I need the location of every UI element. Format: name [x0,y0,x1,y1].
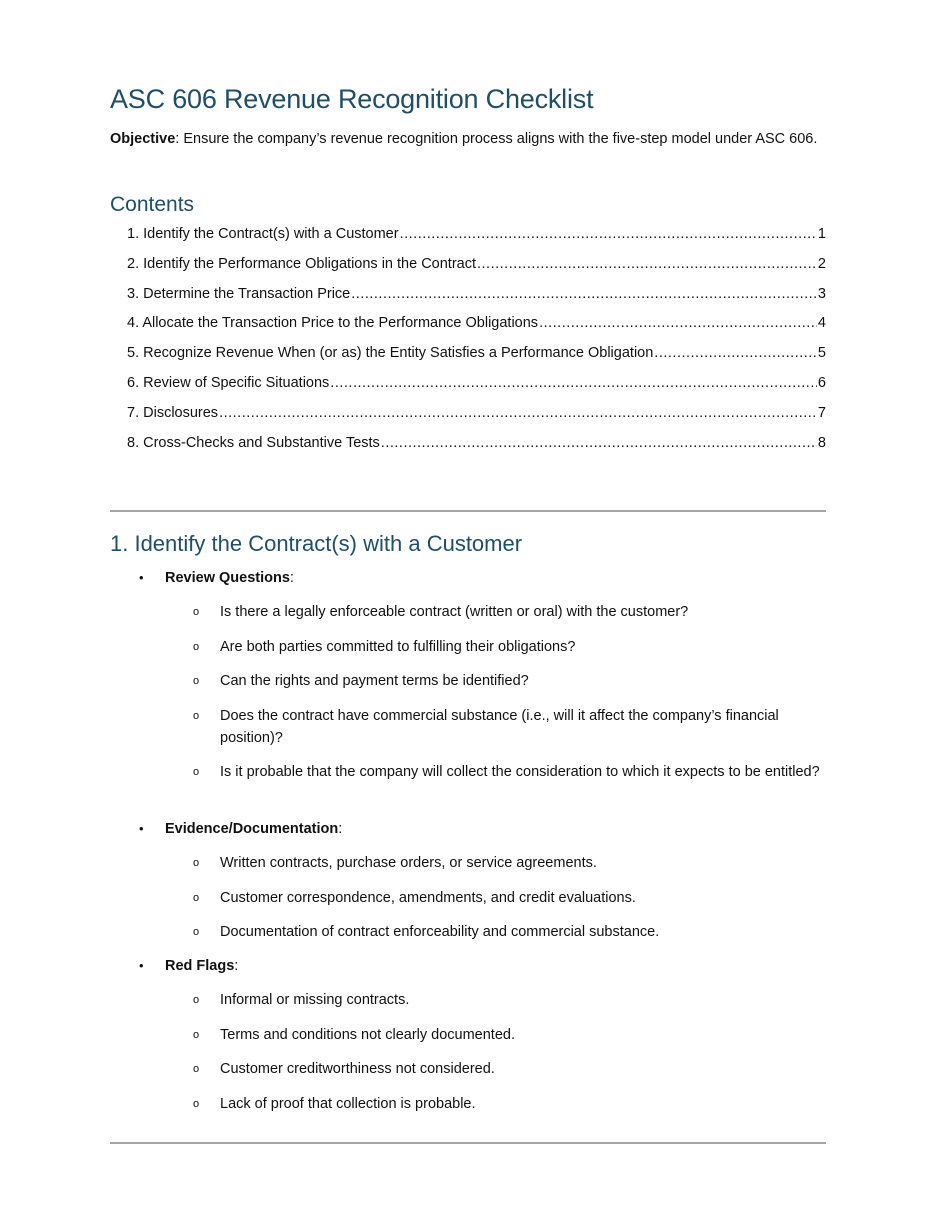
document-title: ASC 606 Revenue Recognition Checklist [110,84,594,114]
objective-text: : Ensure the company’s revenue recognition process aligns with the five-step model under ASC 606. [175,131,818,147]
section-heading: 1. Identify the Contract(s) with a Customer [110,531,523,556]
toc-item-4[interactable] [127,311,826,341]
toc-page-number: 6 [817,374,826,391]
circle-bullet-icon: o [193,1028,200,1041]
objective-paragraph [110,128,826,150]
list-item-text: Informal or missing contracts. [220,992,410,1009]
list-item-text: Documentation of contract enforceability and commercial substance. [220,924,660,941]
checklist-items [110,852,826,943]
checklist-group-evidence [110,818,826,943]
list-item [110,1093,826,1115]
list-item [110,852,826,874]
group-label: • Review Questions: [110,567,826,589]
toc-leader [477,252,817,276]
circle-bullet-icon: o [193,857,200,870]
toc-item-text: 1. Identify the Contract(s) with a Customer [127,226,399,242]
circle-bullet-icon: o [193,709,200,722]
checklist-group-red-flags [110,955,826,1115]
toc-page-number: 8 [817,434,826,451]
toc-item-text: 3. Determine the Transaction Price [127,285,351,302]
toc-item-text: 5. Recognize Revenue When (or as) the Entity Satisfies a Performance Obligation [127,345,654,362]
bullet-icon: • [139,821,144,836]
toc-item-text: 7. Disclosures [127,404,219,421]
list-item-text: Written contracts, purchase orders, or service agreements. [220,855,597,872]
list-item [110,761,826,783]
toc-item-7[interactable] [127,401,826,431]
objective-label: Objective [110,131,176,147]
toc-item-1[interactable] [127,222,826,252]
circle-bullet-icon: o [193,1097,200,1110]
list-item [110,705,826,749]
bullet-icon: • [139,570,144,585]
contents-heading: Contents [110,193,195,216]
toc-item-2[interactable] [127,252,826,282]
list-item-text: Is there a legally enforceable contract (written or oral) with the customer? [220,604,689,621]
toc-page-number: 2 [817,255,826,272]
group-label: • Evidence/Documentation: [110,818,826,840]
checklist-group-review-questions [110,567,826,783]
toc-leader [400,222,817,246]
checklist-items [110,601,826,783]
group-label-text: Review Questions [165,570,290,586]
list-item-text: Can the rights and payment terms be identified? [220,673,529,690]
circle-bullet-icon: o [193,675,200,688]
toc-item-text: 4. Allocate the Transaction Price to the Performance Obligations [127,315,539,332]
toc-page-number: 5 [817,345,826,362]
list-item [110,887,826,909]
list-item-text: Customer creditworthiness not considered. [220,1061,495,1078]
toc-page-number: 3 [817,285,826,302]
list-item-text: Is it probable that the company will collect the consideration to which it expects to be entitled? [220,763,820,780]
list-item [110,670,826,692]
circle-bullet-icon: o [193,1063,200,1076]
circle-bullet-icon: o [193,994,200,1007]
toc-leader [539,311,817,335]
list-item-text: Customer correspondence, amendments, and credit evaluations. [220,889,636,906]
list-item-text: Are both parties committed to fulfilling their obligations? [220,638,576,655]
list-item [110,636,826,658]
toc-item-3[interactable] [127,282,826,312]
toc-item-text: 8. Cross-Checks and Substantive Tests [127,434,380,451]
circle-bullet-icon: o [193,606,200,619]
group-label-text: Evidence/Documentation [165,821,339,837]
list-item [110,921,826,943]
toc-leader [330,371,817,395]
circle-bullet-icon: o [193,640,200,653]
list-item [110,989,826,1011]
toc-leader [351,282,817,306]
toc-leader [381,431,817,455]
circle-bullet-icon: o [193,765,200,778]
group-label-text: Red Flags [165,958,235,974]
list-item-text: Terms and conditions not clearly documented. [220,1026,515,1043]
toc-page-number: 7 [817,404,826,421]
group-label: • Red Flags: [110,955,826,977]
bullet-icon: • [139,958,144,973]
toc-item-text: 6. Review of Specific Situations [127,374,330,391]
list-item [110,1058,826,1080]
toc-item-5[interactable] [127,341,826,371]
section-divider [110,510,826,512]
table-of-contents [127,222,826,460]
circle-bullet-icon: o [193,926,200,939]
toc-page-number: 4 [817,315,826,332]
toc-page-number: 1 [817,226,826,242]
toc-item-6[interactable] [127,371,826,401]
circle-bullet-icon: o [193,891,200,904]
toc-item-8[interactable] [127,431,826,461]
list-item-text: Lack of proof that collection is probable. [220,1095,476,1112]
list-item [110,1024,826,1046]
toc-leader [219,401,817,425]
list-item [110,601,826,623]
section-divider [110,1142,826,1144]
list-item-text: Does the contract have commercial substance (i.e., will it affect the company’s financial position)? [220,707,779,746]
toc-item-text: 2. Identify the Performance Obligations in the Contract [127,255,476,272]
toc-leader [654,341,817,365]
checklist-items [110,989,826,1114]
